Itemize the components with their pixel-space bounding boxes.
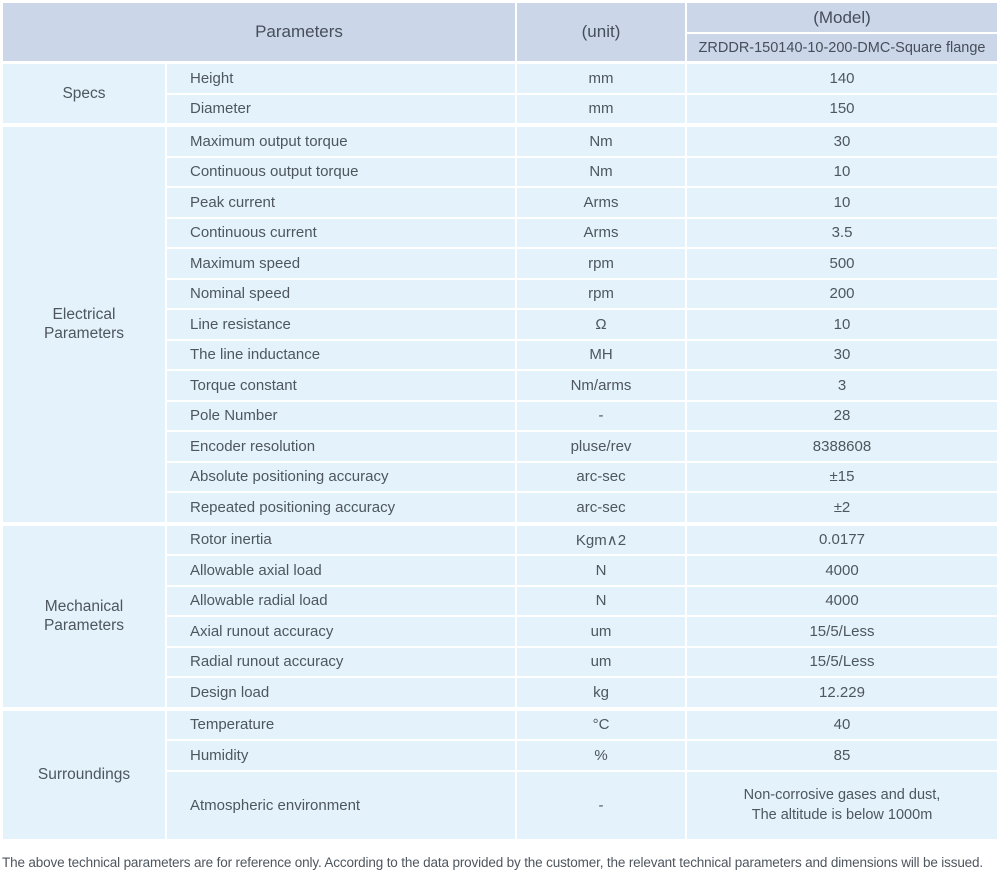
table-row [167, 526, 997, 555]
section-specs [3, 64, 997, 123]
param-value: 40 [687, 711, 997, 740]
table-row [167, 741, 997, 770]
param-value: 4000 [687, 556, 997, 585]
param-value: 200 [687, 280, 997, 309]
table-row [167, 678, 997, 707]
section-surroundings-rows [167, 711, 997, 839]
param-value: 8388608 [687, 432, 997, 461]
param-name: Line resistance [167, 310, 515, 339]
table-row [167, 280, 997, 309]
table-row [167, 310, 997, 339]
param-name: Design load [167, 678, 515, 707]
param-value: ±2 [687, 493, 997, 522]
param-unit: Arms [517, 188, 685, 217]
section-specs-rows [167, 64, 997, 123]
table-row [167, 64, 997, 93]
header-model-label: (Model) [687, 3, 997, 32]
param-value: 4000 [687, 587, 997, 616]
section-surroundings [3, 711, 997, 839]
param-unit: N [517, 587, 685, 616]
param-unit: um [517, 617, 685, 646]
table-row [167, 158, 997, 187]
param-value-line2: The altitude is below 1000m [751, 807, 933, 823]
table-row [167, 556, 997, 585]
param-value: 500 [687, 249, 997, 278]
param-value: 10 [687, 310, 997, 339]
param-name: Axial runout accuracy [167, 617, 515, 646]
param-name: Nominal speed [167, 280, 515, 309]
param-value: 3 [687, 371, 997, 400]
header-parameters: Parameters [3, 3, 515, 61]
header-unit: (unit) [517, 3, 685, 61]
param-unit: arc-sec [517, 463, 685, 492]
param-value-line1: Non-corrosive gases and dust, [743, 786, 941, 803]
param-name: Atmospheric environment [167, 772, 515, 839]
param-unit: rpm [517, 249, 685, 278]
param-name: Rotor inertia [167, 526, 515, 555]
param-name: Diameter [167, 95, 515, 124]
param-unit: Nm [517, 158, 685, 187]
param-name: Maximum speed [167, 249, 515, 278]
footnote-text: The above technical parameters are for reference only. According to the data provided by the customer, the relevant technical parameters and dimensions will be issued. [2, 855, 984, 870]
header-model-value: ZRDDR-150140-10-200-DMC-Square flange [687, 34, 997, 61]
header-model [687, 3, 997, 61]
param-name: Pole Number [167, 402, 515, 431]
param-name: Allowable axial load [167, 556, 515, 585]
section-mechanical-rows [167, 526, 997, 707]
param-name: Continuous output torque [167, 158, 515, 187]
spec-table [3, 3, 997, 839]
param-value [687, 772, 997, 839]
table-row [167, 617, 997, 646]
param-unit: mm [517, 95, 685, 124]
param-name: Radial runout accuracy [167, 648, 515, 677]
table-row [167, 188, 997, 217]
table-row [167, 711, 997, 740]
table-row [167, 341, 997, 370]
param-value: ±15 [687, 463, 997, 492]
param-unit: mm [517, 64, 685, 93]
param-name: Encoder resolution [167, 432, 515, 461]
table-row [167, 432, 997, 461]
param-unit: Ω [517, 310, 685, 339]
param-value: 10 [687, 188, 997, 217]
param-name: Temperature [167, 711, 515, 740]
param-value: 85 [687, 741, 997, 770]
param-unit: N [517, 556, 685, 585]
table-header [3, 3, 997, 61]
group-label-mechanical: Mechanical Parameters [3, 526, 165, 707]
param-unit: Kgm∧2 [517, 526, 685, 555]
param-name: Height [167, 64, 515, 93]
table-row [167, 95, 997, 124]
param-value: 0.0177 [687, 526, 997, 555]
param-name: Maximum output torque [167, 127, 515, 156]
param-value: 15/5/Less [687, 617, 997, 646]
param-value: 3.5 [687, 219, 997, 248]
param-unit: % [517, 741, 685, 770]
param-value: 28 [687, 402, 997, 431]
param-name: Repeated positioning accuracy [167, 493, 515, 522]
param-value: 12.229 [687, 678, 997, 707]
param-unit: rpm [517, 280, 685, 309]
param-name: Continuous current [167, 219, 515, 248]
table-row [167, 463, 997, 492]
param-value: 15/5/Less [687, 648, 997, 677]
table-row [167, 493, 997, 522]
param-unit: Arms [517, 219, 685, 248]
param-unit: MH [517, 341, 685, 370]
group-label-surroundings: Surroundings [3, 711, 165, 839]
table-row [167, 371, 997, 400]
param-name: Humidity [167, 741, 515, 770]
param-unit: - [517, 402, 685, 431]
param-value: 30 [687, 127, 997, 156]
param-name: Peak current [167, 188, 515, 217]
param-value: 30 [687, 341, 997, 370]
param-unit: °C [517, 711, 685, 740]
table-row [167, 648, 997, 677]
param-value: 10 [687, 158, 997, 187]
param-value: 150 [687, 95, 997, 124]
param-unit: Nm [517, 127, 685, 156]
param-name: The line inductance [167, 341, 515, 370]
section-electrical-rows [167, 127, 997, 522]
section-electrical [3, 127, 997, 522]
param-unit: Nm/arms [517, 371, 685, 400]
table-row [167, 127, 997, 156]
param-unit: arc-sec [517, 493, 685, 522]
table-row [167, 772, 997, 839]
param-unit: pluse/rev [517, 432, 685, 461]
table-row [167, 402, 997, 431]
section-mechanical [3, 526, 997, 707]
param-unit: - [517, 772, 685, 839]
param-unit: kg [517, 678, 685, 707]
table-row [167, 249, 997, 278]
param-name: Absolute positioning accuracy [167, 463, 515, 492]
param-unit: um [517, 648, 685, 677]
param-name: Allowable radial load [167, 587, 515, 616]
group-label-specs: Specs [3, 64, 165, 123]
table-row [167, 219, 997, 248]
param-name: Torque constant [167, 371, 515, 400]
param-value: 140 [687, 64, 997, 93]
table-row [167, 587, 997, 616]
group-label-electrical: Electrical Parameters [3, 127, 165, 522]
